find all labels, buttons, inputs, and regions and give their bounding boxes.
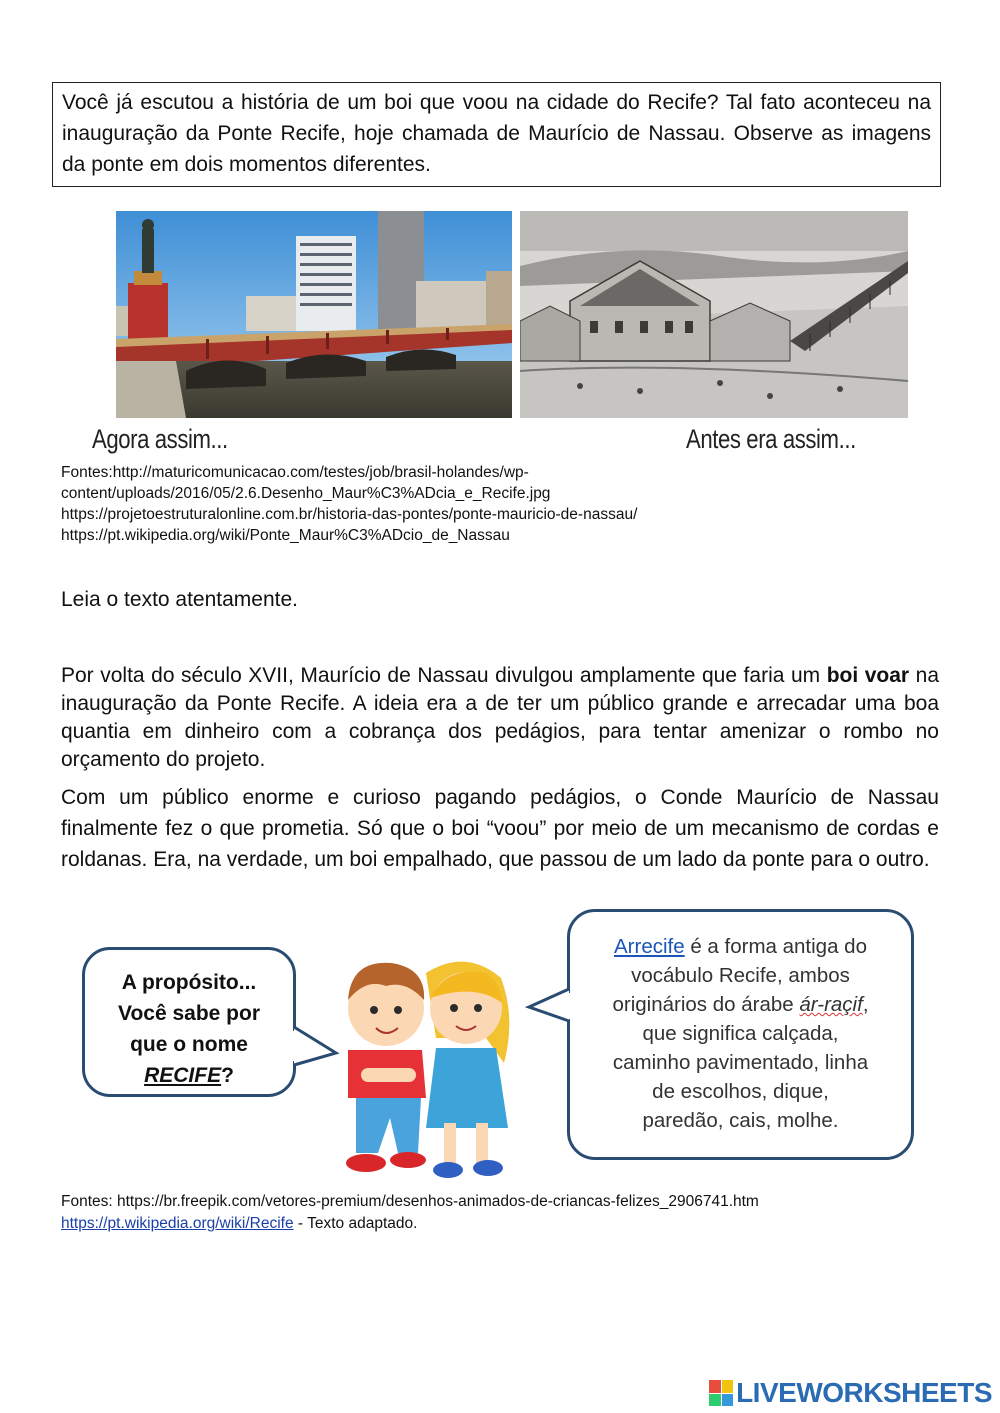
bubble-line: caminho pavimentado, linha [612, 1051, 869, 1074]
caption-now: Agora assim... [92, 424, 228, 454]
bubble-line: de escolhos, dique, [652, 1080, 829, 1103]
kids-illustration [326, 938, 516, 1188]
bridge-photo-then [520, 211, 908, 418]
story-paragraph-2: Com um público enorme e curioso pagando pedágios, o Conde Maurício de Nassau finalmente fez o que prometia. Só que o boi “voou” por meio de um mecanismo de cordas e roldanas. Era, na verdade, um boi empalhado, que passou de um lado da ponte para o outro. [61, 786, 939, 871]
intro-text: Você já escutou a história de um boi que voou na cidade do Recife? Tal fato aconteceu na inauguração da Ponte Recife, hoje chamada de Maurício de Nassau. Observe as imagens da ponte em dois momentos diferentes. [62, 91, 931, 176]
brand-footer [709, 1378, 992, 1408]
source-line: content/uploads/2016/05/2.6.Desenho_Maur%C3%ADcia_e_Recife.jpg [61, 485, 551, 502]
source-line [61, 1213, 759, 1235]
source-line: https://pt.wikipedia.org/wiki/Ponte_Maur%C3%ADcio_de_Nassau [61, 527, 510, 544]
story-paragraph-1 [61, 662, 939, 774]
bubble-line: vocábulo Recife, ambos [631, 964, 850, 987]
story-p1-start: Por volta do século XVII, Maurício de Nassau divulgou amplamente que faria um [61, 664, 827, 687]
bubble-line: A propósito... [121, 971, 257, 994]
bubble-line: que o nome [130, 1033, 248, 1056]
bubble-text: , [862, 993, 869, 1016]
source-line: Fontes:http://maturicomunicacao.com/testes/job/brasil-holandes/wp- [61, 464, 529, 481]
bubble-line [570, 932, 911, 961]
bubble-line: paredão, cais, molhe. [642, 1109, 839, 1132]
recife-word: RECIFE [144, 1064, 222, 1087]
image-sources [61, 462, 637, 546]
source-suffix: - Texto adaptado. [293, 1215, 418, 1232]
illustration-sources [61, 1191, 759, 1235]
bubble-line [85, 1060, 293, 1091]
brand-name: LIVEWORKSHEETS [736, 1377, 992, 1408]
speech-bubble-question [82, 947, 296, 1097]
story-p1-end: na inauguração da Ponte Recife. A ideia era a de ter um público grande e arrecadar uma boa quantia em dinheiro com a cobrança dos pedágios, para tentar amenizar o rombo no orçamento do projeto. [61, 664, 940, 771]
source-line: https://projetoestruturalonline.com.br/historia-das-pontes/ponte-mauricio-de-nassau/ [61, 506, 638, 523]
instruction: Leia o texto atentamente. [61, 588, 298, 611]
wikipedia-link[interactable]: https://pt.wikipedia.org/wiki/Recife [61, 1215, 294, 1232]
bubble-line: que significa calçada, [642, 1022, 839, 1045]
caption-then: Antes era assim... [686, 424, 856, 454]
arrecife-link[interactable]: Arrecife [614, 935, 685, 958]
bubble-line [570, 990, 911, 1019]
story-text [61, 662, 939, 883]
speech-bubble-answer [567, 909, 914, 1160]
arabic-term: ár-raçif [799, 993, 863, 1016]
bridge-photo-now [116, 211, 512, 418]
liveworksheets-logo-icon [709, 1380, 733, 1406]
source-line: Fontes: https://br.freepik.com/vetores-premium/desenhos-animados-de-criancas-felizes_2906741.htm [61, 1193, 759, 1210]
question-mark: ? [221, 1064, 234, 1087]
bubble-tail-right [525, 985, 573, 1035]
bubble-line: Você sabe por [118, 1002, 260, 1025]
bubble-text: originários do árabe [612, 993, 800, 1016]
story-p1-bold: boi voar [826, 664, 910, 687]
bubble-text: é a forma antiga do [684, 935, 867, 958]
intro-box [52, 82, 941, 187]
